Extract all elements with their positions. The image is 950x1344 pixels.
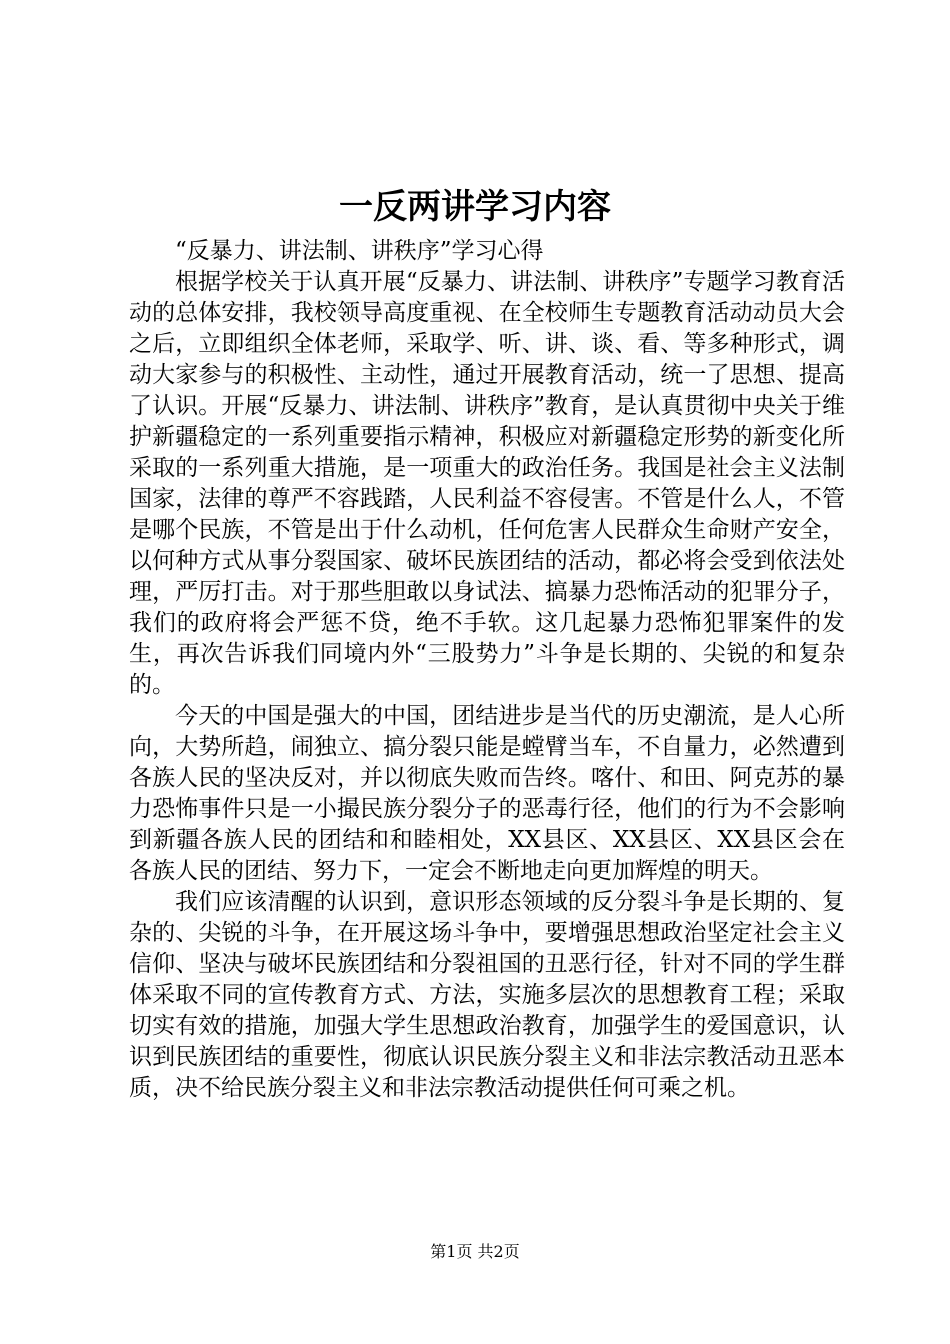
document-body [129,236,845,1104]
paragraph: 根据学校关于认真开展“反暴力、讲法制、讲秩序”专题学习教育活动的总体安排，我校领导高度重视、在全校师生专题教育活动动员大会之后，立即组织全体老师，采取学、听、讲、谈、看、等多种形式，调动大家参与的积极性、主动性，通过开展教育活动，统一了思想、提高了认识。开展“反暴力、讲法制、讲秩序”教育，是认真贯彻中央关于维护新疆稳定的一系列重要指示精神，积极应对新疆稳定形势的新变化所采取的一系列重大措施，是一项重大的政治任务。我国是社会主义法制国家，法律的尊严不容践踏，人民利益不容侵害。不管是什么人，不管是哪个民族，不管是出于什么动机，任何危害人民群众生命财产安全，以何种方式从事分裂国家、破坏民族团结的活动，都必将会受到依法处理，严厉打击。对于那些胆敢以身试法、搞暴力恐怖活动的犯罪分子，我们的政府将会严惩不贷，绝不手软。这几起暴力恐怖犯罪案件的发生，再次告诉我们同境内外“三股势力”斗争是长期的、尖锐的和复杂的。 [129,269,845,698]
paragraph: 我们应该清醒的认识到，意识形态领域的反分裂斗争是长期的、复杂的、尖锐的斗争，在开展这场斗争中，要增强思想政治坚定社会主义信仰、坚决与破坏民族团结和分裂祖国的丑恶行径，针对不同的学生群体采取不同的宣传教育方式、方法，实施多层次的思想教育工程；采取切实有效的措施，加强大学生思想政治教育，加强学生的爱国意识，认识到民族团结的重要性，彻底认识民族分裂主义和非法宗教活动丑恶本质，决不给民族分裂主义和非法宗教活动提供任何可乘之机。 [129,889,845,1101]
page-footer: 第1页 共2页 [430,1242,520,1261]
document-title: 一反两讲学习内容 [339,187,611,227]
paragraph: 今天的中国是强大的中国，团结进步是当代的历史潮流，是人心所向，大势所趋，闹独立、搞分裂只能是螳臂当车，不自量力，必然遭到各族人民的坚决反对，并以彻底失败而告终。喀什、和田、阿克苏的暴力恐怖事件只是一小撮民族分裂分子的恶毒行径，他们的行为不会影响到新疆各族人民的团结和和睦相处，XX县区、XX县区、XX县区会在各族人民的团结、努力下，一定会不断地走向更加辉煌的明天。 [129,703,845,884]
paragraph-subtitle: “反暴力、讲法制、讲秩序”学习心得 [175,238,544,264]
